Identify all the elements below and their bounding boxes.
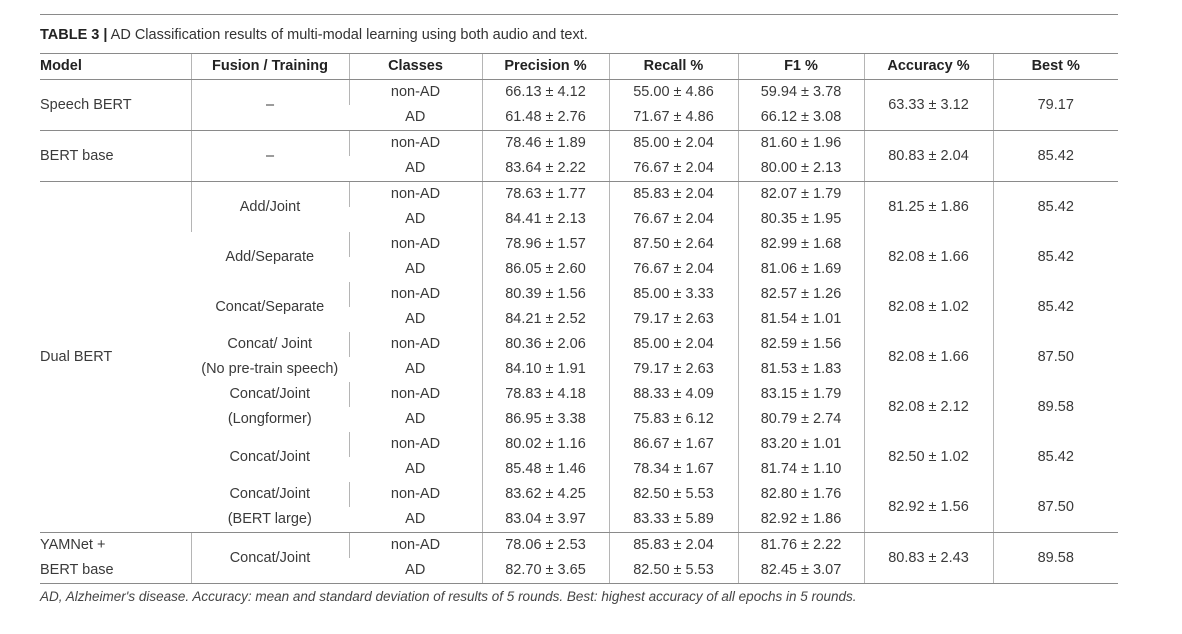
class-cell: non-AD: [349, 533, 482, 559]
fusion-cell-line: –: [265, 96, 275, 113]
recall-cell: 76.67 ± 2.04: [609, 257, 738, 282]
class-cell: non-AD: [349, 432, 482, 457]
f1-cell: 82.59 ± 1.56: [738, 332, 864, 357]
precision-cell: 85.48 ± 1.46: [482, 457, 609, 482]
header-accuracy: Accuracy %: [864, 54, 993, 80]
precision-cell: 66.13 ± 4.12: [482, 80, 609, 106]
f1-cell: 81.54 ± 1.01: [738, 307, 864, 332]
fusion-cell-line: Concat/Joint: [229, 448, 311, 465]
class-cell: non-AD: [349, 382, 482, 407]
fusion-cell: [191, 382, 349, 432]
fusion-cell-line: Concat/Separate: [215, 298, 325, 315]
fusion-cell-line: Concat/ Joint: [227, 336, 313, 352]
recall-cell: 88.33 ± 4.09: [609, 382, 738, 407]
recall-cell: 76.67 ± 2.04: [609, 207, 738, 232]
recall-cell: 78.34 ± 1.67: [609, 457, 738, 482]
f1-cell: 83.15 ± 1.79: [738, 382, 864, 407]
precision-cell: 78.06 ± 2.53: [482, 533, 609, 559]
f1-cell: 66.12 ± 3.08: [738, 105, 864, 131]
header-row: [40, 54, 1118, 80]
accuracy-cell: 82.08 ± 2.12: [864, 382, 993, 432]
table-caption: [40, 24, 1118, 46]
recall-cell: 79.17 ± 2.63: [609, 307, 738, 332]
accuracy-cell: 81.25 ± 1.86: [864, 182, 993, 233]
table-row: [40, 80, 1118, 106]
table-container: [40, 14, 1118, 604]
accuracy-cell: 82.92 ± 1.56: [864, 482, 993, 533]
precision-cell: 80.02 ± 1.16: [482, 432, 609, 457]
recall-cell: 82.50 ± 5.53: [609, 482, 738, 507]
model-cell: [40, 131, 191, 182]
class-cell: AD: [349, 558, 482, 584]
f1-cell: 82.80 ± 1.76: [738, 482, 864, 507]
class-cell: AD: [405, 311, 426, 327]
recall-cell: 85.00 ± 2.04: [609, 131, 738, 157]
table-row: [40, 182, 1118, 208]
best-cell: 79.17: [993, 80, 1118, 131]
fusion-cell: [191, 282, 349, 332]
recall-cell: 82.50 ± 5.53: [609, 558, 738, 584]
fusion-cell-line: Concat/Joint: [229, 549, 311, 566]
precision-cell: 84.41 ± 2.13: [482, 207, 609, 232]
fusion-cell-line: Add/Joint: [239, 198, 301, 215]
precision-cell: 86.95 ± 3.38: [482, 407, 609, 432]
class-cell: non-AD: [349, 232, 482, 257]
best-cell: 89.58: [993, 533, 1118, 584]
fusion-cell: [191, 533, 349, 584]
class-cell: AD: [405, 461, 426, 477]
class-cell: AD: [405, 361, 426, 377]
model-cell: [40, 182, 191, 533]
f1-cell: 80.79 ± 2.74: [738, 407, 864, 432]
accuracy-cell: 63.33 ± 3.12: [864, 80, 993, 131]
f1-cell: 81.60 ± 1.96: [738, 131, 864, 157]
class-cell: AD: [349, 156, 482, 182]
table-row: [40, 533, 1118, 559]
precision-cell: 84.21 ± 2.52: [482, 307, 609, 332]
precision-cell: 83.62 ± 4.25: [482, 482, 609, 507]
f1-cell: 80.00 ± 2.13: [738, 156, 864, 182]
recall-cell: 75.83 ± 6.12: [609, 407, 738, 432]
header-model: Model: [40, 54, 191, 80]
recall-cell: 79.17 ± 2.63: [609, 357, 738, 382]
precision-cell: 78.83 ± 4.18: [482, 382, 609, 407]
fusion-cell-line: Add/Separate: [225, 248, 315, 265]
class-cell: AD: [349, 507, 482, 533]
class-cell: AD: [405, 411, 426, 427]
recall-cell: 76.67 ± 2.04: [609, 156, 738, 182]
results-table: [40, 53, 1118, 584]
fusion-cell: [191, 432, 349, 482]
precision-cell: 80.39 ± 1.56: [482, 282, 609, 307]
fusion-cell-line: (No pre-train speech): [201, 361, 339, 377]
table-footnote: AD, Alzheimer's disease. Accuracy: mean and standard deviation of results of 5 rounds. Best: highest accuracy of all epochs in 5 rounds.: [40, 589, 857, 604]
best-cell: 89.58: [993, 382, 1118, 432]
header-recall: Recall %: [609, 54, 738, 80]
f1-cell: 81.53 ± 1.83: [738, 357, 864, 382]
model-cell-line: Dual BERT: [40, 348, 113, 365]
f1-cell: 82.92 ± 1.86: [738, 507, 864, 533]
accuracy-cell: 82.08 ± 1.66: [864, 232, 993, 282]
header-classes: Classes: [349, 54, 482, 80]
precision-cell: 82.70 ± 3.65: [482, 558, 609, 584]
class-cell: AD: [405, 261, 426, 277]
precision-cell: 83.64 ± 2.22: [482, 156, 609, 182]
fusion-cell: [191, 182, 349, 233]
f1-cell: 80.35 ± 1.95: [738, 207, 864, 232]
f1-cell: 82.07 ± 1.79: [738, 182, 864, 208]
recall-cell: 83.33 ± 5.89: [609, 507, 738, 533]
precision-cell: 78.96 ± 1.57: [482, 232, 609, 257]
precision-cell: 84.10 ± 1.91: [482, 357, 609, 382]
recall-cell: 85.00 ± 3.33: [609, 282, 738, 307]
fusion-cell-line: Concat/Joint: [229, 386, 311, 402]
recall-cell: 55.00 ± 4.86: [609, 80, 738, 106]
fusion-cell-line: (BERT large): [227, 511, 312, 527]
fusion-cell: [191, 232, 349, 282]
f1-cell: 81.76 ± 2.22: [738, 533, 864, 559]
recall-cell: 71.67 ± 4.86: [609, 105, 738, 131]
f1-cell: 81.74 ± 1.10: [738, 457, 864, 482]
table-row: [40, 232, 1118, 257]
best-cell: 85.42: [993, 131, 1118, 182]
f1-cell: 81.06 ± 1.69: [738, 257, 864, 282]
accuracy-cell: 82.50 ± 1.02: [864, 432, 993, 482]
model-cell-line: BERT base: [40, 147, 114, 164]
class-cell: non-AD: [349, 282, 482, 307]
class-cell: non-AD: [349, 131, 482, 157]
model-cell-line: YAMNet +: [40, 537, 106, 553]
precision-cell: 78.63 ± 1.77: [482, 182, 609, 208]
fusion-cell: [191, 332, 349, 382]
accuracy-cell: 80.83 ± 2.04: [864, 131, 993, 182]
precision-cell: 80.36 ± 2.06: [482, 332, 609, 357]
header-best: Best %: [993, 54, 1118, 80]
best-cell: 87.50: [993, 332, 1118, 382]
fusion-cell: [191, 80, 349, 131]
recall-cell: 86.67 ± 1.67: [609, 432, 738, 457]
class-cell: non-AD: [349, 80, 482, 106]
precision-cell: 83.04 ± 3.97: [482, 507, 609, 533]
best-cell: 87.50: [993, 482, 1118, 533]
fusion-cell-line: –: [265, 147, 275, 164]
table-body: [40, 80, 1118, 584]
table-row: [40, 131, 1118, 157]
f1-cell: 59.94 ± 3.78: [738, 80, 864, 106]
model-cell-line: BERT base: [40, 562, 114, 578]
class-cell: AD: [405, 211, 426, 227]
best-cell: 85.42: [993, 232, 1118, 282]
table-caption-text: AD Classification results of multi-modal learning using both audio and text.: [107, 27, 588, 43]
accuracy-cell: 80.83 ± 2.43: [864, 533, 993, 584]
fusion-cell: [191, 482, 349, 533]
model-cell: [40, 80, 191, 131]
recall-cell: 85.83 ± 2.04: [609, 182, 738, 208]
accuracy-cell: 82.08 ± 1.66: [864, 332, 993, 382]
accuracy-cell: 82.08 ± 1.02: [864, 282, 993, 332]
fusion-cell: [191, 131, 349, 182]
recall-cell: 85.83 ± 2.04: [609, 533, 738, 559]
precision-cell: 78.46 ± 1.89: [482, 131, 609, 157]
top-rule: [40, 14, 1118, 15]
class-cell: AD: [349, 105, 482, 131]
recall-cell: 87.50 ± 2.64: [609, 232, 738, 257]
table-row: [40, 282, 1118, 307]
recall-cell: 85.00 ± 2.04: [609, 332, 738, 357]
header-precision: Precision %: [482, 54, 609, 80]
header-fusion-training: Fusion / Training: [191, 54, 349, 80]
precision-cell: 61.48 ± 2.76: [482, 105, 609, 131]
table-row: [40, 332, 1118, 357]
class-cell: non-AD: [349, 182, 482, 208]
fusion-cell-line: Concat/Joint: [229, 486, 311, 502]
header-f1: F1 %: [738, 54, 864, 80]
table-row: [40, 482, 1118, 507]
best-cell: 85.42: [993, 282, 1118, 332]
f1-cell: 82.45 ± 3.07: [738, 558, 864, 584]
f1-cell: 83.20 ± 1.01: [738, 432, 864, 457]
fusion-cell-line: (Longformer): [227, 411, 312, 427]
f1-cell: 82.57 ± 1.26: [738, 282, 864, 307]
class-cell: non-AD: [349, 482, 482, 507]
f1-cell: 82.99 ± 1.68: [738, 232, 864, 257]
table-row: [40, 382, 1118, 407]
table-caption-label: TABLE 3 |: [40, 27, 108, 43]
precision-cell: 86.05 ± 2.60: [482, 257, 609, 282]
class-cell: non-AD: [349, 332, 482, 357]
model-cell: [40, 533, 191, 584]
table-row: [40, 432, 1118, 457]
best-cell: 85.42: [993, 182, 1118, 233]
best-cell: 85.42: [993, 432, 1118, 482]
model-cell-line: Speech BERT: [40, 96, 132, 113]
